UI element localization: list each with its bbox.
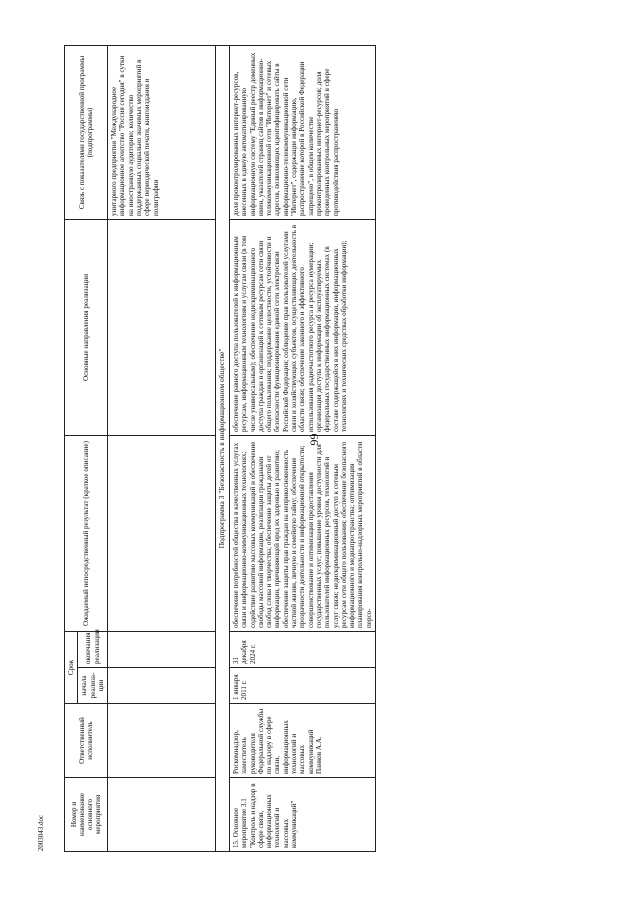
measure-name: Основное мероприятие 3.1 "Контроль и надзор в сфере связи, информационных технологий и массовых коммуникаций": [231, 783, 299, 848]
rotated-page-content: [64, 46, 584, 852]
table-header-row: [65, 46, 78, 852]
link-cell: доля проконтролированных интернет-ресурсов, внесенных в единую автоматизированную информационную систему "Единый реестр доменных имен, указателей страниц сайтов в информационно-телекоммуникационной сети "Интернет" и сетевых адресов, позволяющих идентифицировать сайты в информационно-телекоммуникационной сети "Интернет", содержащие информацию, распространение которой в Российской Федерации запрещено", в общем количестве проконтролированных интернет-ресурсов; доля проведенных контрольных мероприятий в сфере противодействия распространению: [229, 46, 375, 220]
subprogram-row: [216, 46, 230, 852]
end-cell: 31 декабря 2024 г.: [229, 632, 375, 668]
continuation-text: унитарного предприятия "Международное информационное агентство "Россия сегодня" в сутки на иностранную аудиторию; количество поддержанных социально значимых мероприятий в сфере периодической печати, книгоиздания и полиграфии: [108, 46, 216, 220]
header-start: начала реализа-ции: [78, 668, 108, 704]
header-link: Связь с показателями государственной программы (подпрограммы): [65, 46, 108, 220]
expected-result-cell: обеспечение потребностей общества в качественных услугах связи и информационно-коммуникационных технологиях; содействие развитию массовых коммуникаций и обеспечение свободы массовой информации, реализации гражданами свобод слова и творчества; обеспечение защиты детей от информации, причиняющей вред их здоровью и развитию; обеспечение защиты прав граждан на неприкосновенность частной жизни, личную и семейную тайну; обеспечение прозрачности деятельности и информационной открытости; совершенствование и оптимизация предоставления государственных услуг; повышение уровня доступности для пользователей информационных ресурсов, технологий и услуг связи; недискриминационный доступ к сетевым ресурсам сети общего пользования; обеспечение безопасного информационного и медиапространства; оптимизация планирования контрольно-надзорных мероприятий в области персо-: [229, 436, 375, 632]
directions-cell: обеспечение равного доступа пользователей к информационным ресурсам, информационным технологиям и услугам связи (в том числе универсальным); обеспечение недискриминационного доступа граждан и организаций к сетевым ресурсам сети связи общего пользования; поддержание целостности, устойчивости и безопасности функционирования единой сети электросвязи Российской Федерации; соблюдение прав пользователей услугами связи и хозяйствующих субъектов, осуществляющих деятельность в области связи; обеспечение законного и эффективного использования радиочастотного ресурса и ресурса нумерации; организация доступа к информации об эксплуатируемых федеральных государственных информационных системах (в составе содержащейся в них информации, информационных технологиях и технических средствах обработки информации);: [229, 220, 375, 436]
start-cell: 1 января 2011 г.: [229, 668, 375, 704]
responsible-cell: Роскомнадзор, заместитель руководителя Федеральной службы по надзору в сфере связи, информационных технологий и массовых коммуникаций Панков А.А.: [229, 704, 375, 778]
header-directions: Основные направления реализации: [65, 220, 108, 436]
measure-name-cell: [229, 778, 375, 852]
document-code: 2003043.doc: [37, 814, 45, 852]
measure-number: 15.: [231, 839, 240, 848]
header-responsible: Ответственный исполнитель: [65, 704, 108, 778]
header-expected-result: Ожидаемый непосредственный результат (краткое описание): [65, 436, 108, 632]
page-number: 66: [307, 433, 322, 446]
table-row: [229, 46, 375, 852]
header-number-name: Номер и наименование основного мероприятия: [65, 778, 108, 852]
continuation-row: [108, 46, 216, 852]
header-end: окончания реализации: [78, 632, 108, 668]
header-term: Срок: [65, 632, 78, 704]
measures-table: [64, 45, 376, 852]
subprogram-title: Подпрограмма 3 "Безопасность в информационном обществе": [216, 46, 230, 852]
